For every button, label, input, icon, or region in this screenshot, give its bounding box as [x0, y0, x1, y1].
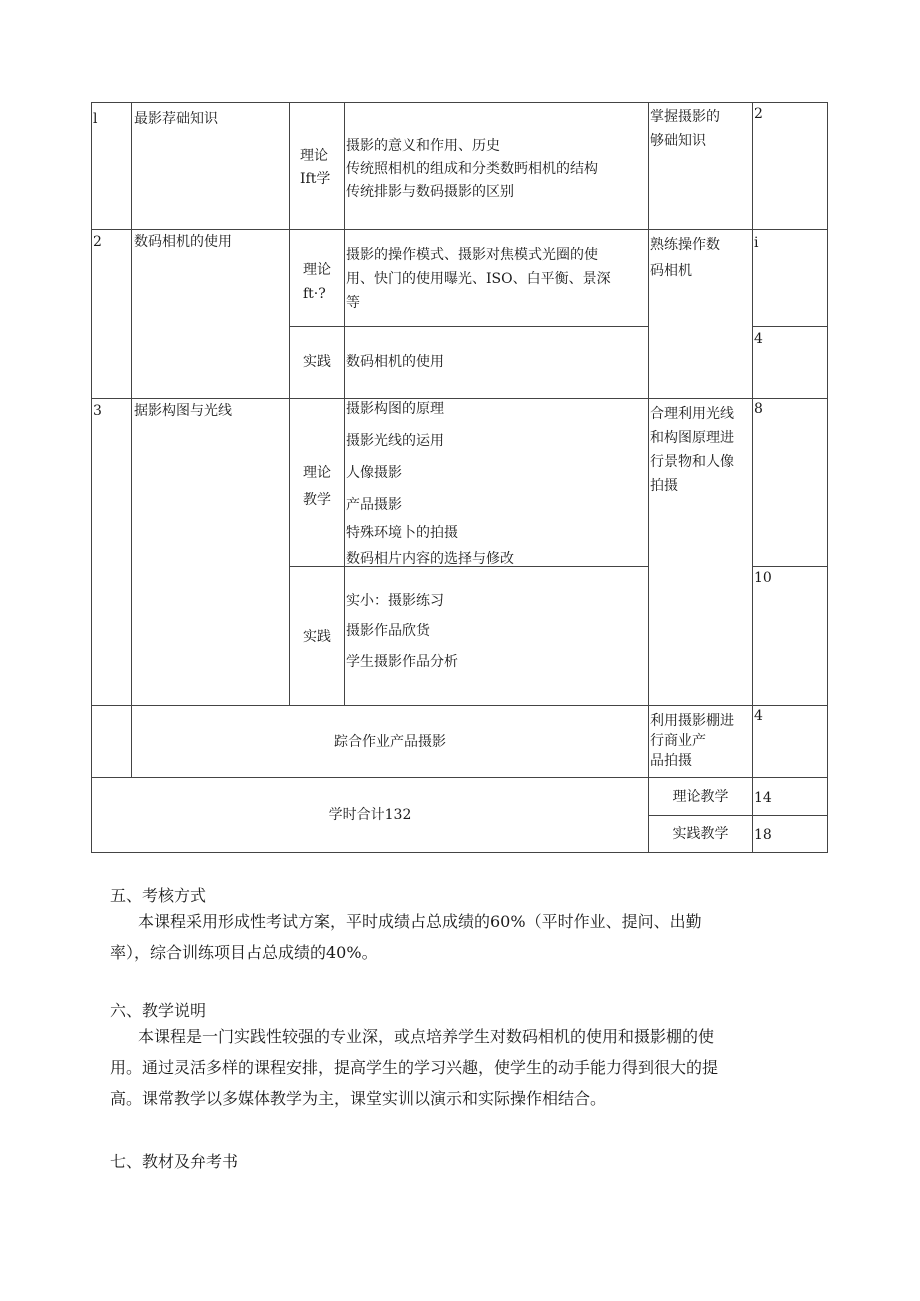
hours: 2 — [754, 106, 763, 122]
hours: 10 — [754, 570, 772, 586]
section-title: 七、教材及弁考书 — [110, 1152, 239, 1171]
hours-type: 理论教学 — [672, 789, 729, 805]
section-title: 六、教学说明 — [110, 1001, 207, 1020]
section-paragraph: 本课程是一门实践性较强的专业深，或点培养学生对数码相机的使用和摄影棚的使 用。通过灵活多样的课程安排，提高学生的学习兴趣，使学生的动手能力得到很大的提 高。课常教学以多媒体教学为主，课堂实训以演示和实际操作相结合。 — [110, 1027, 719, 1108]
content-list: 摄影的意义和作用、历史 传统照相机的组成和分类数眄相机的结构 传统排影与数码摄影的区别 — [346, 138, 598, 200]
teaching-method: 理论 ft·? — [303, 262, 331, 302]
learning-goal: 利用摄影棚进 行商业产 品拍摄 — [650, 713, 734, 769]
document-page: l 最影荐础知识 理论 Ift学 摄影的意义和作用、历史 传统照相机的组成和分类数眄相机的结构 传统排影与数码摄影的区别 掌握摄影的 够础知识 2 2 数码相机的使用 理论 ft·? 摄影的操作模式、摄影对焦模式光圈的使 用、快门的使用曝光、ISO、白平衡、景深 等 熟练操作数 码相机 i 实践 数码相机的使用 4 3 据影构图与光线 理论 教学 摄影构图的原理 摄影光线的运用 人像摄影 产品摄影 特殊环境卜的拍摄 数码相片内容的选择与修改 合理利用光线 和构图原理进 行景物和人像 拍摄 8 实践 实小：摄影练习 摄影作品欣货 学生摄影作品分析 10 踪合作业产品摄影 利用摄影棚进 行商业产 品拍摄 4 学时合计132 理论教学 14 实践教学 18 五、考核方式 本课程采用形成性考试方案，平时成绩占总成绩的60%（平时作业、提问、出勤 率），综合训练项目占总成绩的40%。 六、教学说明 本课程是一门实践性较强的专业深，或点培养学生对数码相机的使用和摄影棚的使 用。通过灵活多样的课程安排，提高学生的学习兴趣，使学生的动手能力得到很大的提 高。课常教学以多媒体教学为主，课堂实训以演示和实际操作相结合。 七、教材及弁考书 — [0, 0, 920, 1301]
hours: 4 — [754, 331, 763, 347]
total-hours-label: 学时合计132 — [328, 807, 412, 823]
hours: 8 — [754, 401, 763, 417]
teaching-method: 实践 — [303, 354, 331, 370]
teaching-method: 理论 教学 — [303, 465, 331, 508]
learning-goal: 合理利用光线 和构图原理进 行景物和人像 拍摄 — [650, 406, 734, 494]
section-title: 五、考核方式 — [110, 886, 207, 905]
hours: 14 — [754, 790, 772, 806]
hours: 18 — [754, 827, 772, 843]
section-paragraph: 本课程采用形成性考试方案，平时成绩占总成绩的60%（平时作业、提问、出勤 率），综合训练项目占总成绩的40%。 — [110, 912, 702, 962]
hours-type: 实践教学 — [672, 826, 729, 842]
content-list: 数码相机的使用 — [346, 354, 444, 370]
row-number: 3 — [93, 403, 102, 419]
hours: 4 — [754, 708, 763, 724]
learning-goal: 熟练操作数 码相机 — [650, 237, 720, 279]
row-topic: 据影构图与光线 — [134, 403, 232, 419]
summary-label: 踪合作业产品摄影 — [334, 734, 446, 750]
learning-goal: 掌握摄影的 够础知识 — [650, 109, 720, 149]
hours: i — [754, 235, 759, 251]
row-number: l — [93, 111, 98, 127]
teaching-method: 实践 — [303, 629, 331, 645]
teaching-method: 理论 Ift学 — [300, 148, 331, 187]
row-number: 2 — [93, 234, 102, 250]
content-list: 摄影的操作模式、摄影对焦模式光圈的使 用、快门的使用曝光、ISO、白平衡、景深 等 — [346, 247, 611, 311]
row-topic: 数码相机的使用 — [134, 234, 232, 250]
row-topic: 最影荐础知识 — [134, 111, 218, 127]
